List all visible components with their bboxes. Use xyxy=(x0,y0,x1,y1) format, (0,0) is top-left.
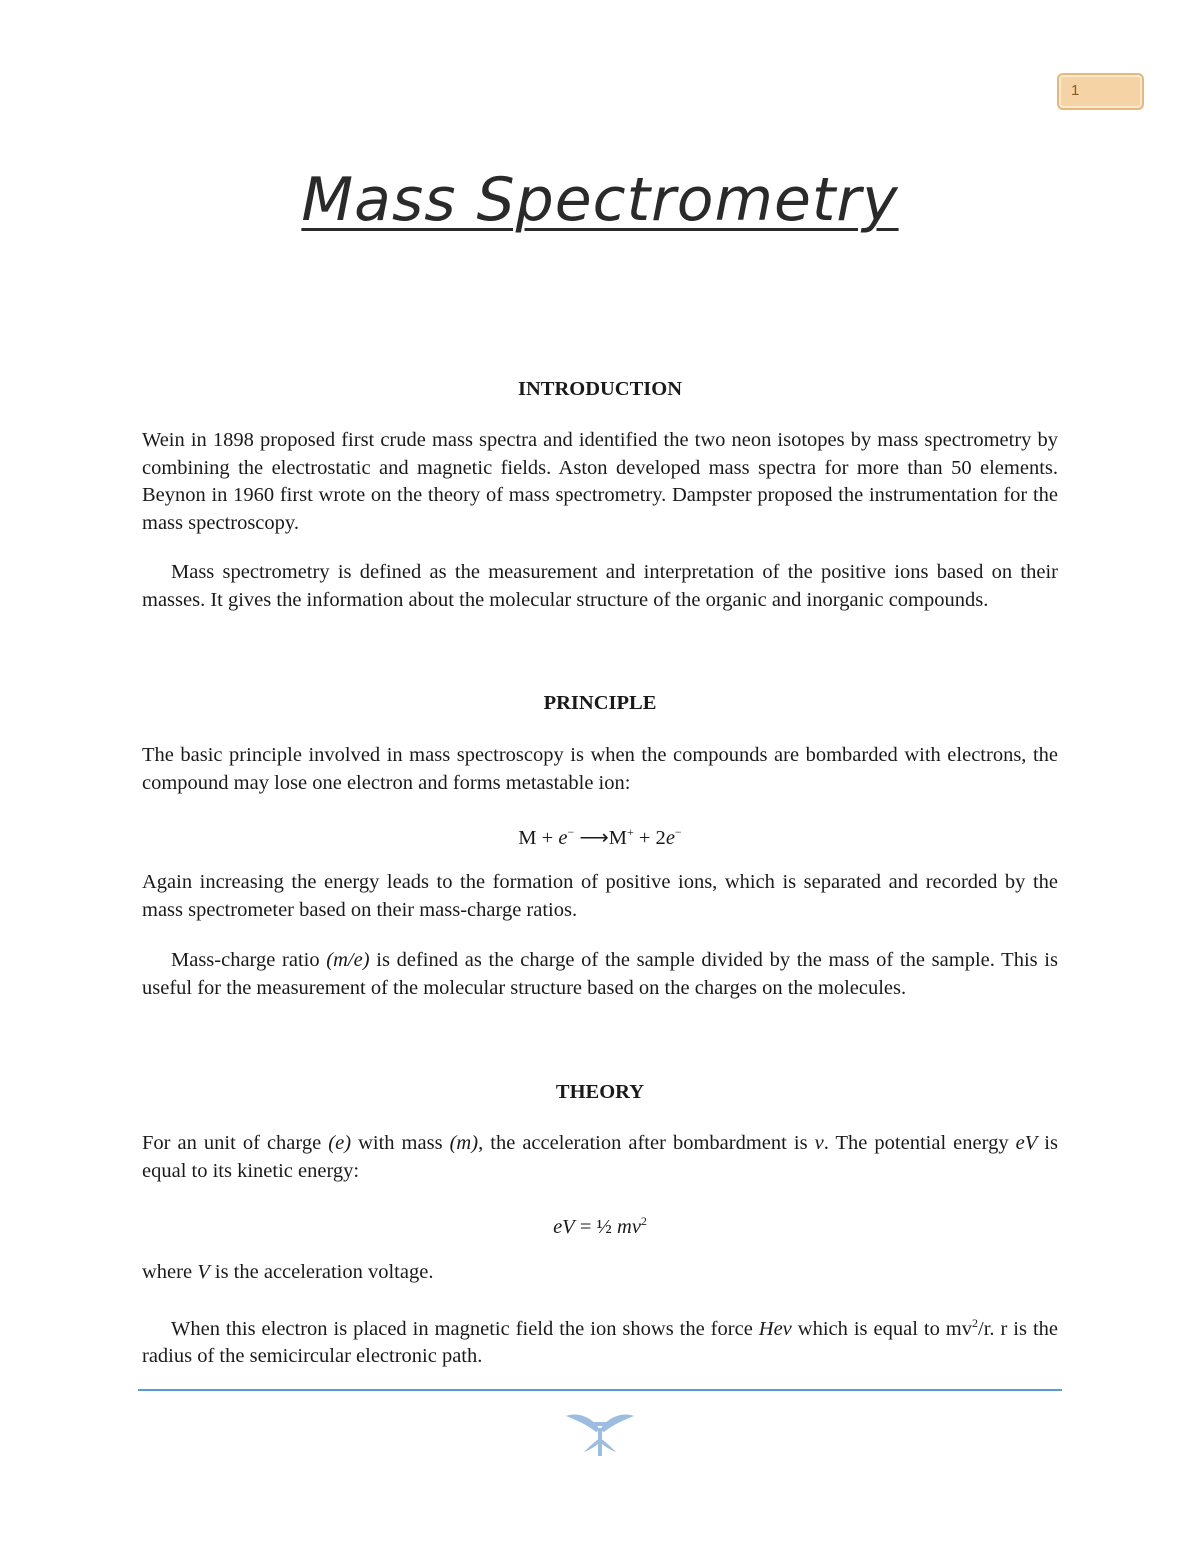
t1-g: . The potential energy xyxy=(823,1132,1016,1154)
t2-b: V xyxy=(197,1261,210,1283)
p3-text-a: Mass-charge ratio xyxy=(171,949,327,971)
eq-mv: mv xyxy=(611,1215,641,1238)
t1-f: v xyxy=(814,1132,824,1154)
ionization-equation xyxy=(142,819,1058,852)
t3-b: Hev xyxy=(758,1317,792,1340)
theory-paragraph-2 xyxy=(142,1259,1058,1287)
t1-i: is equal to its kinetic energy: xyxy=(142,1132,1058,1182)
t1-h: eV xyxy=(1015,1132,1038,1154)
eq-electron-2: e xyxy=(665,826,675,849)
p3-mass-charge-symbol: (m/e) xyxy=(326,949,370,971)
t2-a: where xyxy=(142,1261,198,1283)
intro-paragraph-2: Mass spectrometry is defined as the measurement and interpretation of the positive ions based on their masses. It gives the information about the molecular structure of the organic and inorganic compounds. xyxy=(142,561,1058,611)
t3-c: which is equal to mv xyxy=(791,1317,972,1340)
kinetic-energy-equation xyxy=(142,1208,1058,1241)
principle-paragraph-3 xyxy=(142,947,1058,1002)
footer-ornament-icon xyxy=(562,1408,638,1460)
eq-ion: M xyxy=(608,826,627,849)
t1-c: with mass xyxy=(351,1132,450,1154)
eq-half: ½ xyxy=(596,1215,612,1238)
principle-paragraph-1: The basic principle involved in mass spectroscopy is when the compounds are bombarded with electrons, the compound may lose one electron and forms metastable ion: xyxy=(142,744,1058,794)
eq-equals: = xyxy=(574,1215,597,1238)
t3-e: /r. r is the radius of the semicircular electronic path. xyxy=(142,1317,1058,1368)
t3-d: 2 xyxy=(972,1316,978,1330)
t2-c: is the acceleration voltage. xyxy=(209,1261,434,1283)
eq-electron-charge: − xyxy=(567,825,575,839)
principle-paragraph-2: Again increasing the energy leads to the formation of positive ions, which is separated and recorded by the mass spectrometer based on their mass-charge ratios. xyxy=(142,871,1058,921)
t1-b: (e) xyxy=(328,1132,352,1154)
theory-paragraph-3 xyxy=(142,1310,1058,1371)
heading-principle: PRINCIPLE xyxy=(543,692,657,714)
t3-a: When this electron is placed in magnetic field the ion shows the force xyxy=(171,1317,759,1340)
heading-introduction: INTRODUCTION xyxy=(517,378,683,400)
intro-paragraph-1: Wein in 1898 proposed first crude mass spectra and identified the two neon isotopes by mass spectrometry by combining the electrostatic and magnetic fields. Aston developed mass spectra for more than 50 elements. Beynon in 1960 first wrote on the theory of mass spectrometry. Dampster proposed the instrumentation for the mass spectroscopy. xyxy=(142,429,1058,534)
t1-e: , the acceleration after bombardment is xyxy=(478,1132,815,1154)
eq-electron: e xyxy=(558,826,568,849)
document-title xyxy=(0,165,1200,235)
document-title-text: Mass Spectrometry xyxy=(301,165,899,235)
heading-theory: THEORY xyxy=(555,1081,645,1103)
eq-ion-charge: + xyxy=(626,825,634,839)
page-number-badge xyxy=(1057,73,1144,110)
eq-m-plus: M + xyxy=(518,826,559,849)
page-number: 1 xyxy=(1071,82,1080,99)
footer-rule xyxy=(138,1389,1062,1391)
eq-plus-two: + 2 xyxy=(633,826,666,849)
eq-ev: eV xyxy=(553,1215,575,1238)
eq-square: 2 xyxy=(640,1214,647,1228)
eq-arrow: ⟶ xyxy=(579,826,609,849)
theory-paragraph-1 xyxy=(142,1130,1058,1185)
t1-d: (m) xyxy=(449,1132,479,1154)
eq-electron-charge-2: − xyxy=(674,825,682,839)
t1-a: For an unit of charge xyxy=(142,1132,329,1154)
p3-text-c: is defined as the charge of the sample divided by the mass of the sample. This is useful for the measurement of the molecular structure based on the charges on the molecules. xyxy=(142,949,1058,999)
